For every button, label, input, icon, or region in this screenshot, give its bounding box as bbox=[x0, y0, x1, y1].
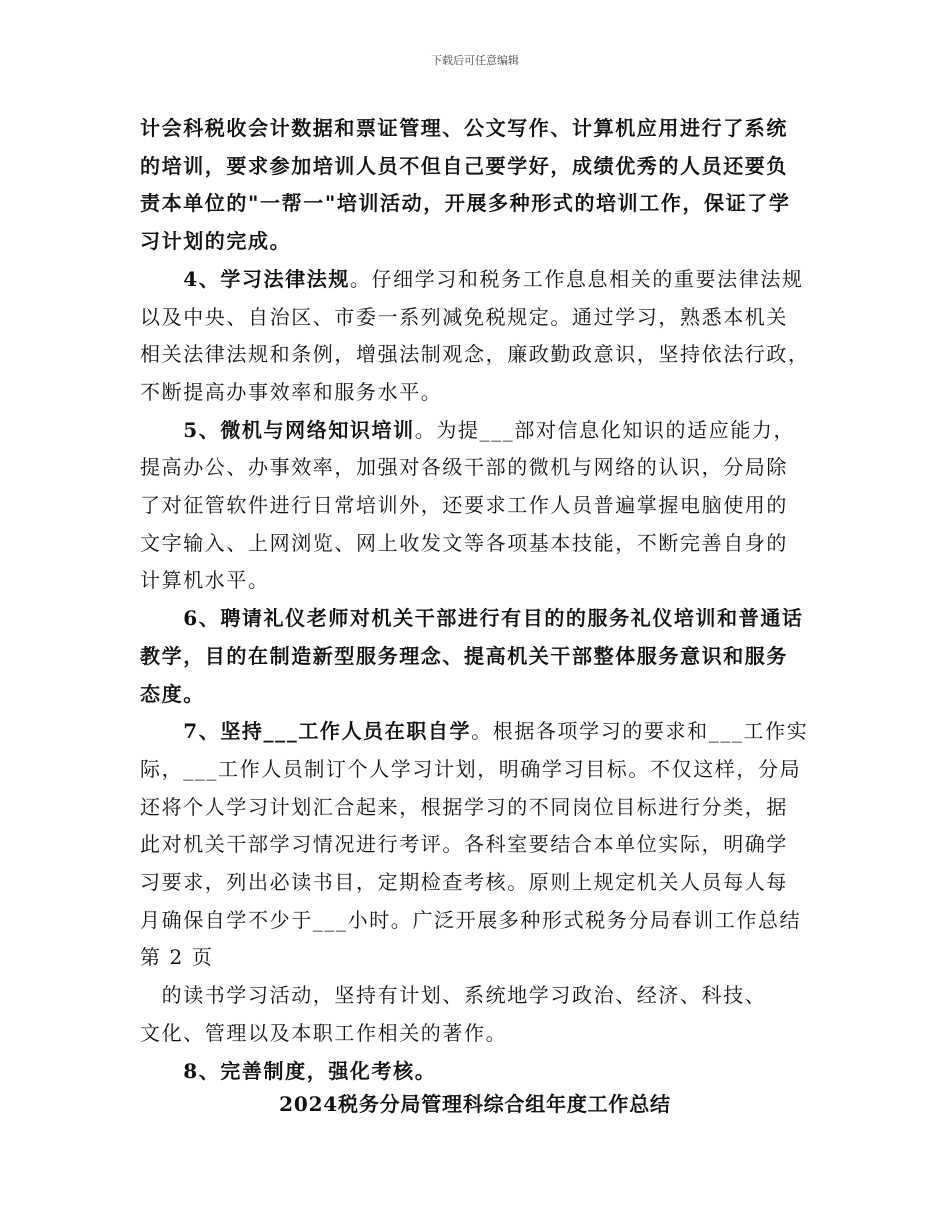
text-line: 了对征管软件进行日常培训外，还要求工作人员普遍掌握电脑使用的 bbox=[140, 493, 788, 518]
document-body bbox=[140, 110, 812, 1090]
paragraph-7-continued bbox=[140, 977, 812, 1052]
text-line bbox=[140, 713, 812, 751]
paragraph-5-computer-training bbox=[140, 412, 812, 601]
paragraph-heading: 5、微机与网络知识培训 bbox=[183, 417, 415, 442]
text-line: 责本单位的"一帮一"培训活动，开展多种形式的培训工作，保证了学 bbox=[140, 191, 791, 216]
paragraph-7-self-study bbox=[140, 713, 812, 977]
page-number-marker: 第 2 页 bbox=[140, 945, 214, 970]
page-header-note: 下载后可任意编辑 bbox=[431, 54, 519, 67]
paragraph-8-system-improvement bbox=[140, 1053, 812, 1091]
text-line: 教学，目的在制造新型服务理念、提高机关干部整体服务意识和服务 bbox=[140, 643, 788, 668]
text-line: 提高办公、办事效率，加强对各级干部的微机与网络的认识，分局除 bbox=[140, 455, 788, 480]
paragraph-heading: 4、学习法律法规 bbox=[183, 266, 350, 291]
text-line: 计算机水平。 bbox=[140, 568, 270, 593]
text-line: 月确保自学不少于___小时。广泛开展多种形式税务分局春训工作总结 bbox=[140, 907, 802, 932]
paragraph-text: 。为提___部对信息化知识的适应能力， bbox=[414, 417, 796, 442]
paragraph-text: 的读书学习活动，坚持有计划、系统地学习政治、经济、科技、 bbox=[161, 983, 767, 1008]
text-line: 的培训，要求参加培训人员不但自己要学好，成绩优秀的人员还要负 bbox=[140, 153, 788, 178]
paragraph-text: 。仔细学习和税务工作息息相关的重要法律法规 bbox=[349, 266, 804, 291]
text-line: 态度。 bbox=[140, 681, 205, 706]
paragraph-heading: 8、完善制度，强化考核。 bbox=[183, 1058, 437, 1083]
text-line: 习计划的完成。 bbox=[140, 229, 292, 254]
text-line bbox=[140, 977, 812, 1015]
text-line: 际，___工作人员制订个人学习计划，明确学习目标。不仅这样，分局 bbox=[140, 756, 802, 781]
text-line: 相关法律法规和条例，增强法制观念，廉政勤政意识，坚持依法行政， bbox=[140, 342, 810, 367]
document-title: 2024税务分局管理科综合组年度工作总结 bbox=[279, 1092, 671, 1116]
paragraph-intro bbox=[140, 110, 812, 261]
text-line: 还将个人学习计划汇合起来，根据学习的不同岗位目标进行分类，据 bbox=[140, 794, 788, 819]
text-line: 文字输入、上网浏览、网上收发文等各项基本技能，不断完善自身的 bbox=[140, 530, 788, 555]
paragraph-text: 。根据各项学习的要求和___工作实 bbox=[471, 719, 809, 744]
paragraph-4-legal-study bbox=[140, 261, 812, 412]
text-line: 文化、管理以及本职工作相关的著作。 bbox=[140, 1020, 508, 1045]
text-line: 习要求，列出必读书目，定期检查考核。原则上规定机关人员每人每 bbox=[140, 870, 788, 895]
text-line bbox=[140, 261, 812, 299]
text-line: 不断提高办事效率和服务水平。 bbox=[140, 379, 443, 404]
text-line bbox=[140, 600, 812, 638]
text-line: 此对机关干部学习情况进行考评。各科室要结合本单位实际，明确学 bbox=[140, 832, 788, 857]
paragraph-6-etiquette-training bbox=[140, 600, 812, 713]
text-line: 计会科税收会计数据和票证管理、公文写作、计算机应用进行了系统 bbox=[140, 116, 788, 140]
paragraph-heading: 7、坚持___工作人员在职自学 bbox=[183, 719, 472, 744]
text-line bbox=[140, 1053, 812, 1091]
text-line: 以及中央、自治区、市委一系列减免税规定。通过学习，熟悉本机关 bbox=[140, 304, 788, 329]
text-line bbox=[140, 412, 812, 450]
paragraph-text: 6、聘请礼仪老师对机关干部进行有目的的服务礼仪培训和普通话 bbox=[183, 606, 804, 631]
